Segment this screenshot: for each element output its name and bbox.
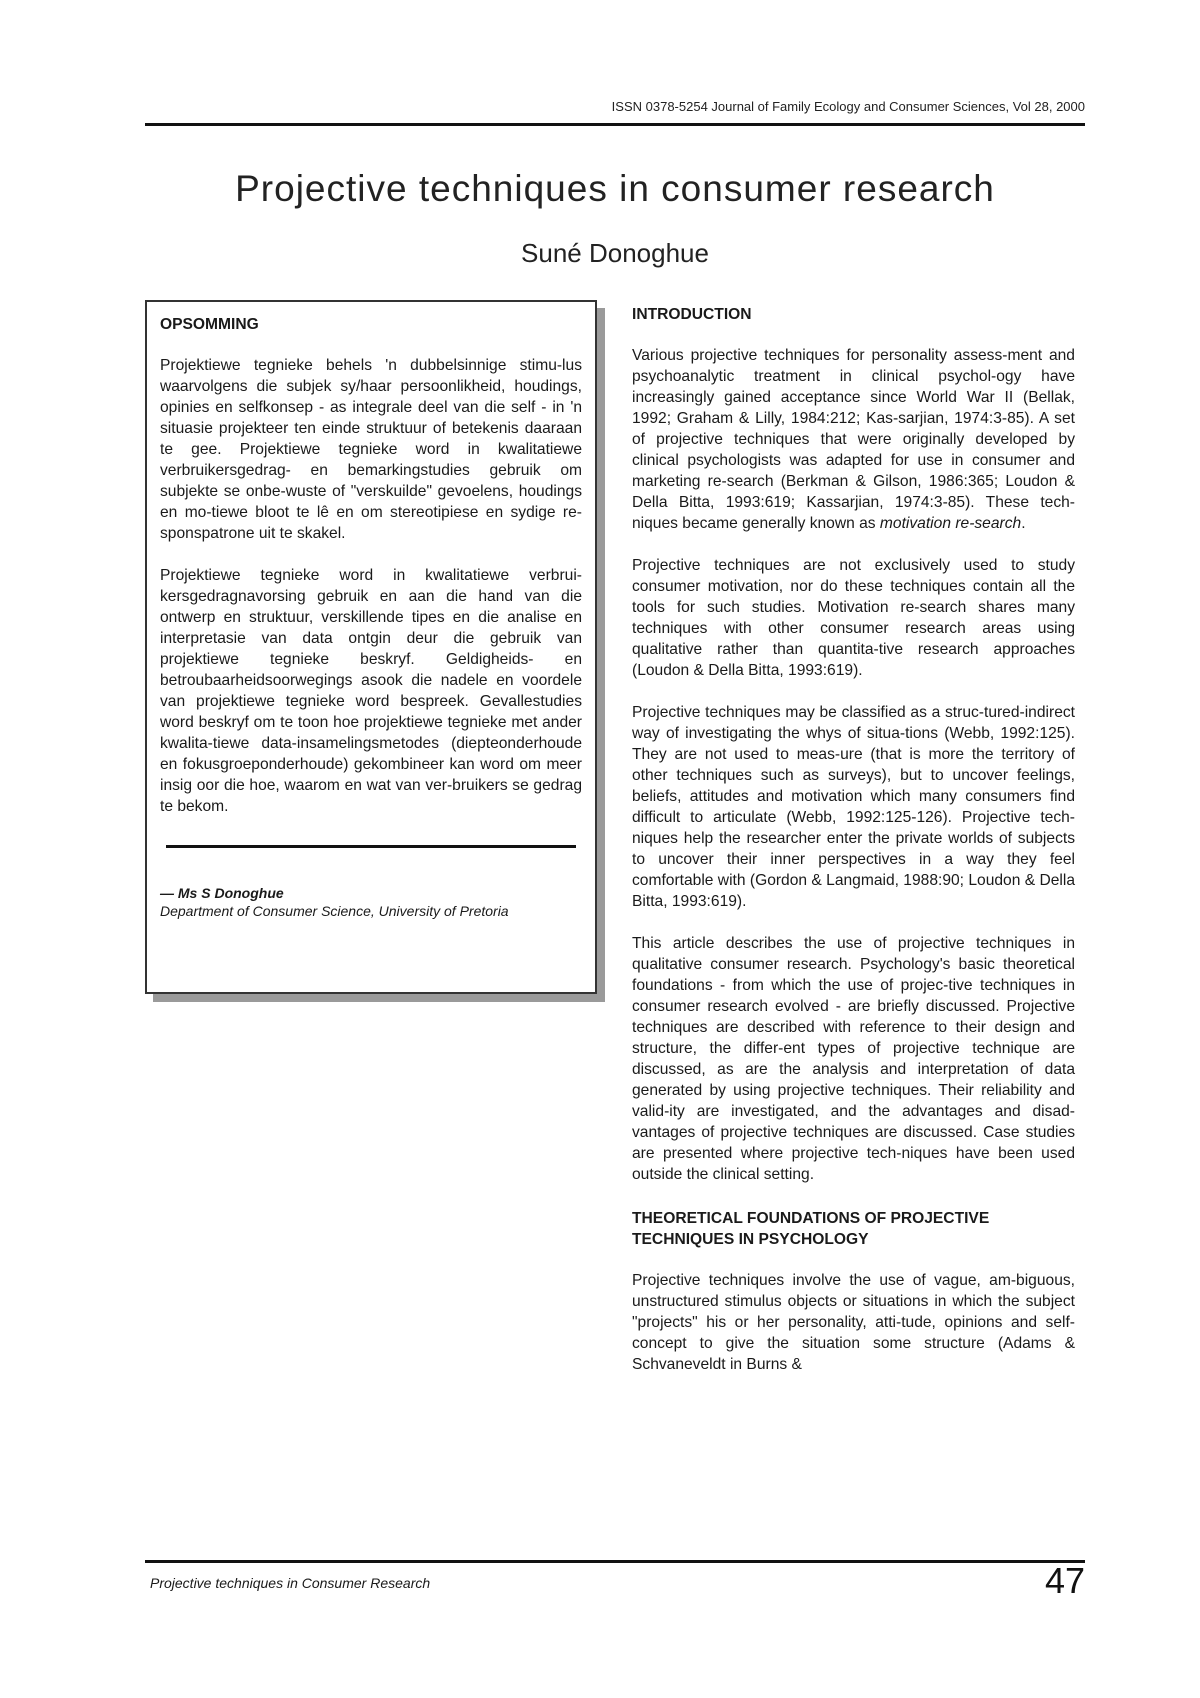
section-heading-theory: THEORETICAL FOUNDATIONS OF PROJECTIVE TECHNIQUES IN PSYCHOLOGY — [632, 1210, 990, 1248]
paragraph-text: Various projective techniques for personality assess-ment and psychoanalytic treatment in clinical psychol-ogy have increasingly gained acceptance since World War II (Bellak, 1992; Graham & Lilly, 1984:212; Kas-sarjian, 1974:3-85). A set of projective techniques that were originally developed by clinical psychologists was adapted for use in consumer and marketing re-search (Berkman & Gilson, 1986:365; Loudon & Della Bitta, 1993:619; Kassarjian, 1974:3-85). These tech-niques became generally known as — [632, 347, 1075, 532]
abstract-heading: OPSOMMING — [160, 316, 259, 333]
abstract-author: — Ms S Donoghue — [160, 885, 284, 901]
body-paragraph: Projective techniques are not exclusively used to study consumer motivation, nor do these techniques contain all the tools for such studies. Motivation re-search shares many techniques with other consumer research areas using qualitative rather than quantita-tive research approaches (Loudon & Della Bitta, 1993:619). — [632, 557, 1075, 679]
header-rule — [145, 123, 1085, 126]
body-column — [632, 304, 1075, 1396]
italic-term: motivation re-search — [879, 515, 1022, 532]
running-title: Projective techniques in Consumer Research — [150, 1575, 431, 1591]
journal-header: ISSN 0378-5254 Journal of Family Ecology and Consumer Sciences, Vol 28, 2000 — [611, 99, 1085, 114]
abstract-divider — [166, 845, 576, 848]
body-paragraph: Projective techniques may be classified as a struc-tured-indirect way of investigating the whys of situa-tions (Webb, 1992:125). They are not used to meas-ure (that is more the territory of other techniques such as surveys), but to uncover feelings, beliefs, attitudes and motivation which many consumers find difficult to articulate (Webb, 1992:125-126). Projective tech-niques help the researcher enter the private worlds of subjects to uncover their inner perspectives in a way they feel comfortable with (Gordon & Langmaid, 1988:90; Loudon & Della Bitta, 1993:619). — [632, 704, 1075, 910]
abstract-content — [160, 314, 582, 920]
page-number: 47 — [1044, 1560, 1085, 1601]
footer-rule — [145, 1560, 1085, 1563]
body-paragraph: This article describes the use of projective techniques in qualitative consumer research. Psychology's basic theoretical foundations - from which the use of projec-tive techniques in consumer research evolved - are briefly discussed. Projective techniques are described with reference to their design and structure, the differ-ent types of projective technique are discussed, as are the analysis and interpretation of data generated by using projective techniques. Their reliability and valid-ity are investigated, and the advantages and disad-vantages of projective techniques are discussed. Case studies are presented where projective tech-niques have been used outside the clinical setting. — [632, 935, 1075, 1183]
body-paragraph: Projective techniques involve the use of vague, am-biguous, unstructured stimulus objects or situations in which the subject "projects" his or her personality, atti-tude, opinions and self-concept to give the situation some structure (Adams & Schvaneveldt in Burns & — [632, 1272, 1075, 1373]
section-heading-introduction: INTRODUCTION — [632, 306, 752, 323]
abstract-paragraph: Projektiewe tegnieke word in kwalitatiewe verbrui-kersgedragnavorsing gebruik en aan die hand van die ontwerp en struktuur, verskillende tipes en die analise en interpretasie van data ontgin deur die gebruik van projektiewe tegnieke beskryf. Geldigheids- en betroubaarheidsoorwegings asook die nadele en voordele van projektiewe tegnieke word bespreek. Gevallestudies word beskryf om te toon hoe projektiewe tegnieke met ander kwalita-tiewe data-insamelingsmetodes (diepteonderhoude en fokusgroeponderhoude) gekombineer kan word om meer insig oor die hoe, waarom en wat van ver-bruikers se gedrag te bekom. — [160, 567, 582, 815]
abstract-affiliation: Department of Consumer Science, University of Pretoria — [160, 903, 509, 919]
paragraph-end: . — [1021, 515, 1026, 532]
abstract-paragraph: Projektiewe tegnieke behels 'n dubbelsinnige stimu-lus waarvolgens die subjek sy/haar persoonlikheid, houdings, opinies en selfkonsep - as integrale deel van die self - in 'n situasie projekteer ten einde struktuur of betekenis daaraan te gee. Projektiewe tegnieke word in kwalitatiewe verbruikersgedrag- en bemarkingstudies gebruik om subjekte se onbe-wuste of "verskuilde" gevoelens, houdings en mo-tiewe bloot te lê en om stereotipiese en sydige re-sponspatrone uit te skakel. — [160, 357, 582, 542]
body-paragraph — [632, 345, 1075, 534]
abstract-box — [145, 300, 597, 994]
article-author: Suné Donoghue — [521, 238, 709, 268]
article-title: Projective techniques in consumer research — [235, 168, 995, 209]
